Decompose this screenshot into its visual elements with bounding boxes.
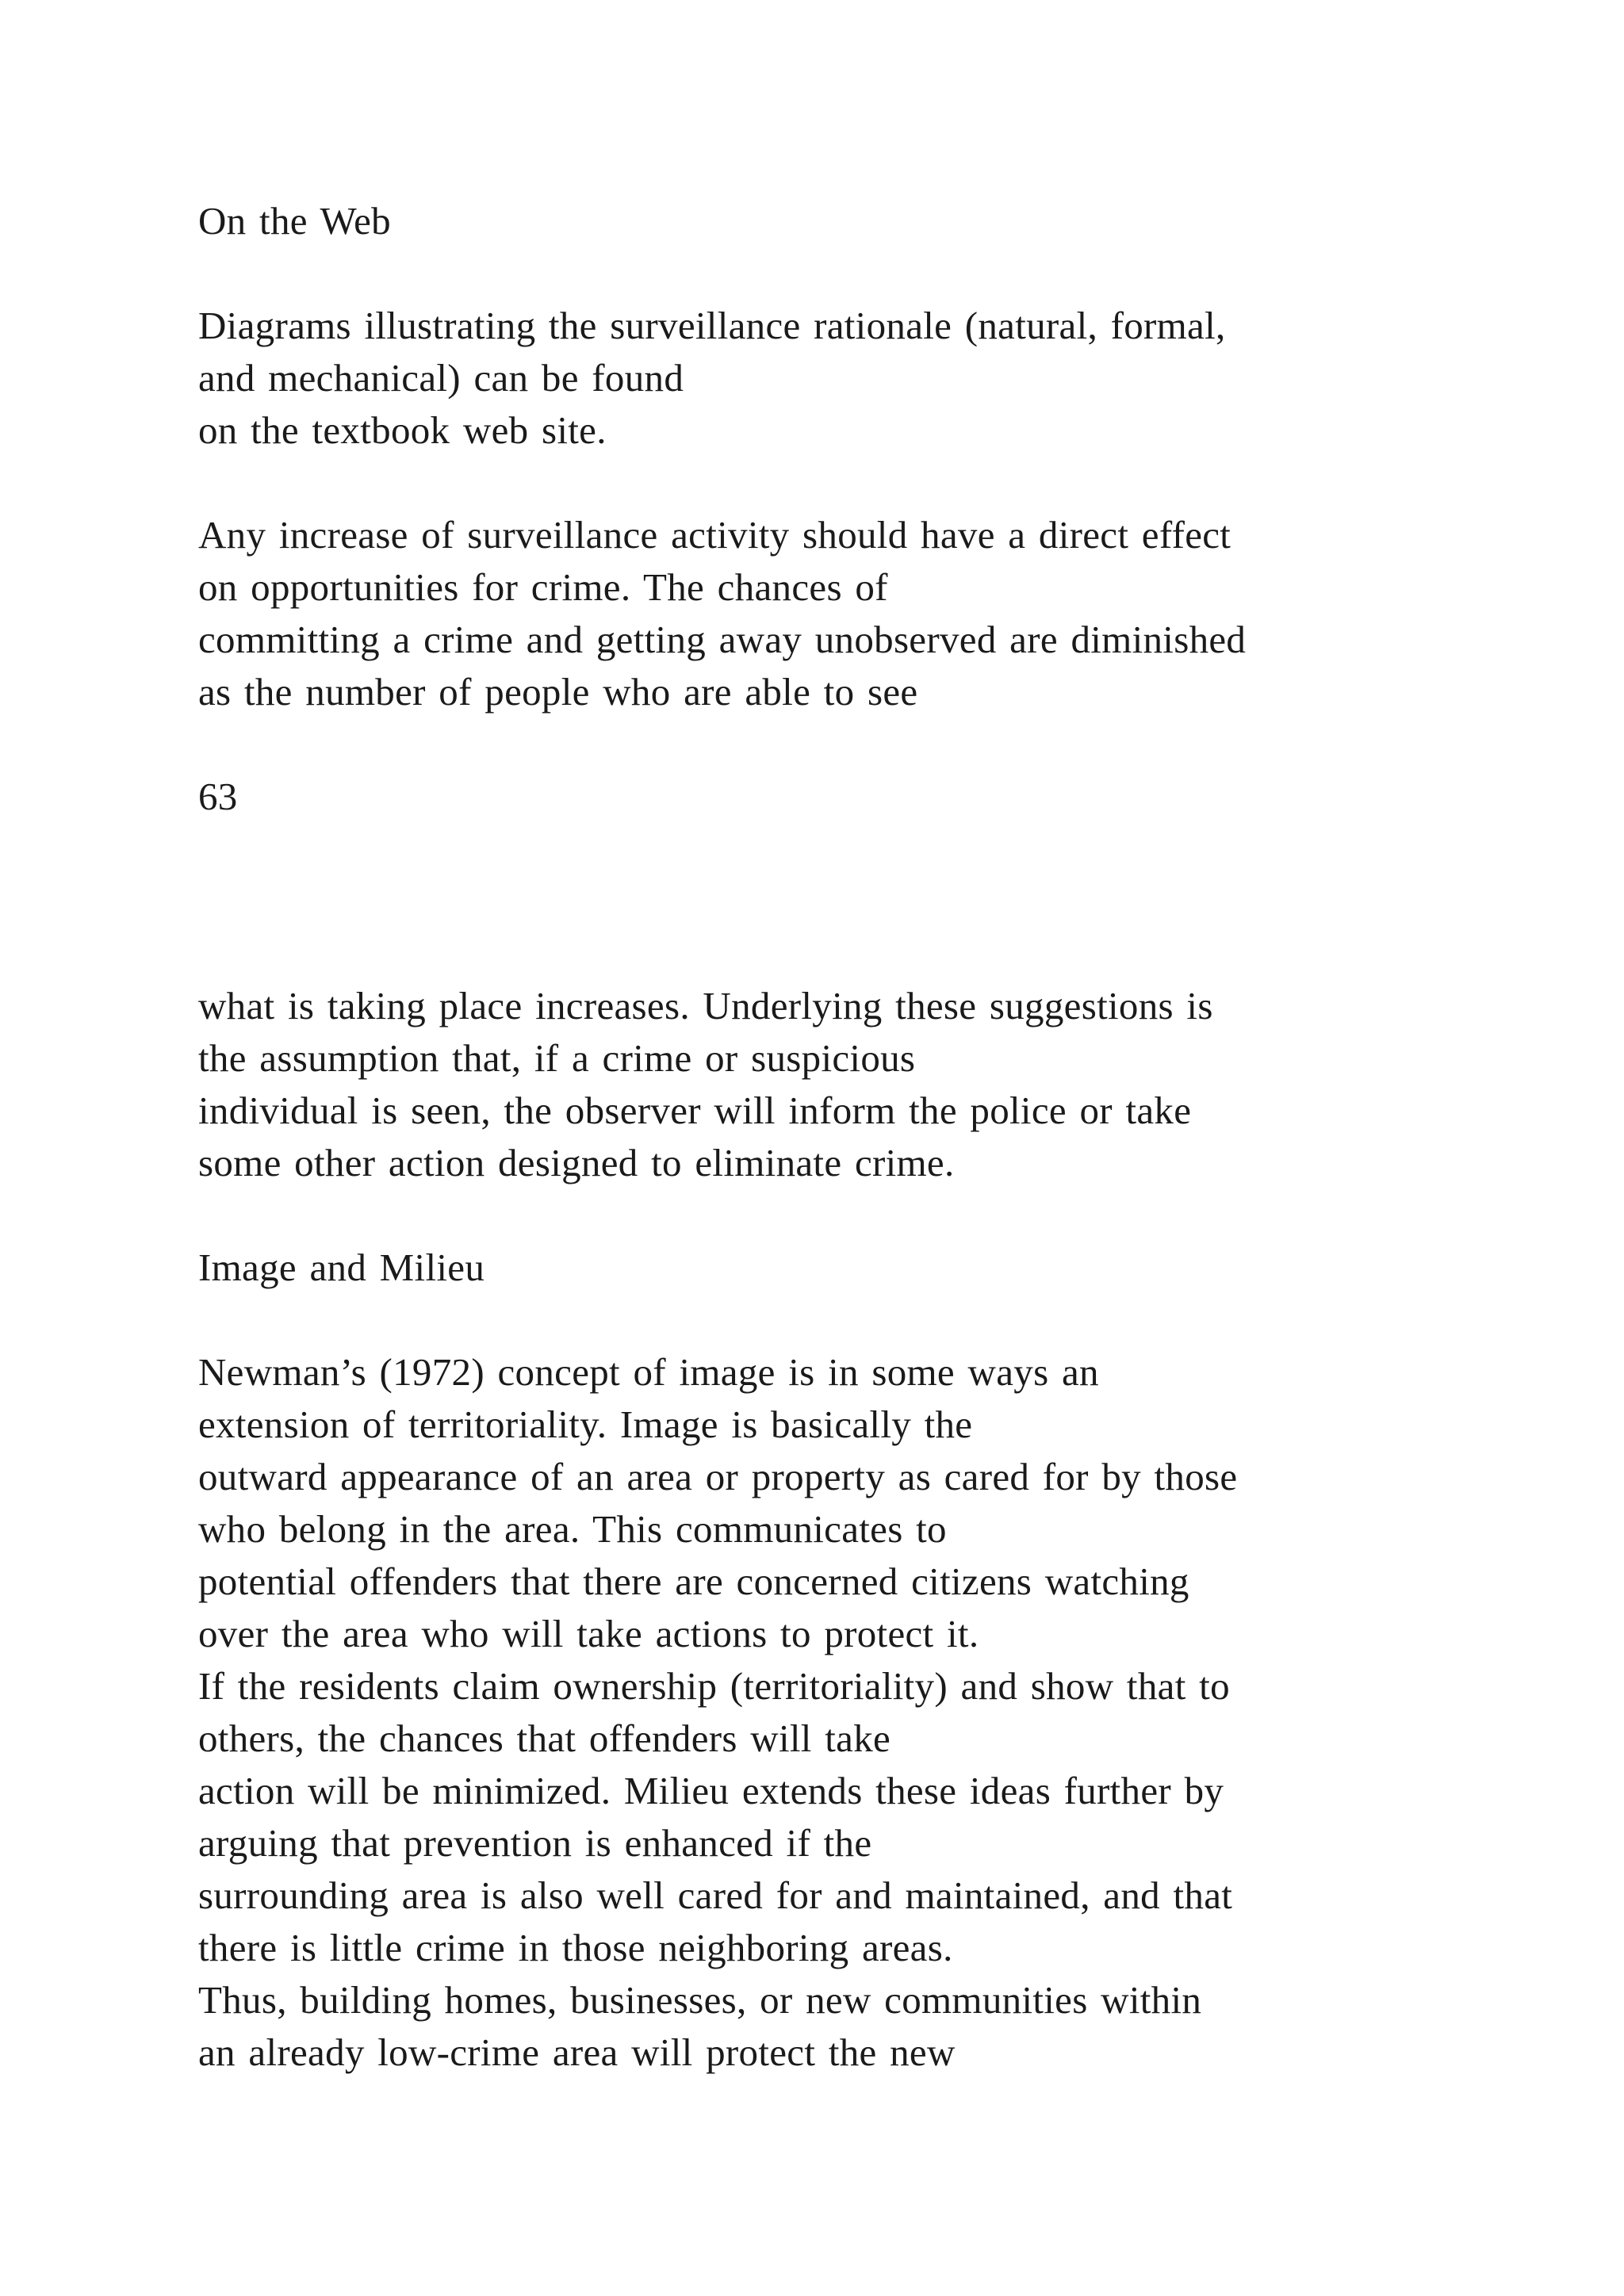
text-line: Diagrams illustrating the surveillance rationale (natural, formal, [198, 304, 1226, 347]
text-line: on opportunities for crime. The chances of [198, 565, 888, 609]
text-line: surrounding area is also well cared for and maintained, and that [198, 1873, 1233, 1917]
text-line: arguing that prevention is enhanced if the [198, 1821, 872, 1865]
text-line: what is taking place increases. Underlying these suggestions is [198, 984, 1213, 1027]
page-number: 63 [198, 775, 238, 818]
text-line: extension of territoriality. Image is basically the [198, 1402, 973, 1446]
text-line: potential offenders that there are concerned citizens watching [198, 1559, 1189, 1603]
section-heading-on-the-web: On the Web [198, 199, 391, 243]
text-line: as the number of people who are able to see [198, 670, 918, 714]
text-line: If the residents claim ownership (territoriality) and show that to [198, 1664, 1230, 1708]
text-line: an already low-crime area will protect the new [198, 2030, 956, 2074]
text-line: committing a crime and getting away unobserved are diminished [198, 618, 1247, 661]
section-heading-image-and-milieu: Image and Milieu [198, 1246, 485, 1289]
text-line: individual is seen, the observer will inform the police or take [198, 1089, 1192, 1132]
text-line: some other action designed to eliminate crime. [198, 1141, 955, 1184]
text-line: and mechanical) can be found [198, 356, 684, 400]
text-line: Newman’s (1972) concept of image is in some ways an [198, 1350, 1099, 1394]
text-line: over the area who will take actions to protect it. [198, 1612, 979, 1655]
text-line: the assumption that, if a crime or suspicious [198, 1036, 916, 1080]
text-line: outward appearance of an area or property as cared for by those [198, 1455, 1238, 1498]
text-line: others, the chances that offenders will take [198, 1716, 891, 1760]
text-line: on the textbook web site. [198, 408, 607, 452]
text-line: Any increase of surveillance activity should have a direct effect [198, 513, 1231, 557]
text-line: there is little crime in those neighboring areas. [198, 1926, 953, 1969]
text-line: who belong in the area. This communicates to [198, 1507, 947, 1551]
text-line: Thus, building homes, businesses, or new communities within [198, 1978, 1202, 2022]
text-line: action will be minimized. Milieu extends these ideas further by [198, 1769, 1224, 1812]
